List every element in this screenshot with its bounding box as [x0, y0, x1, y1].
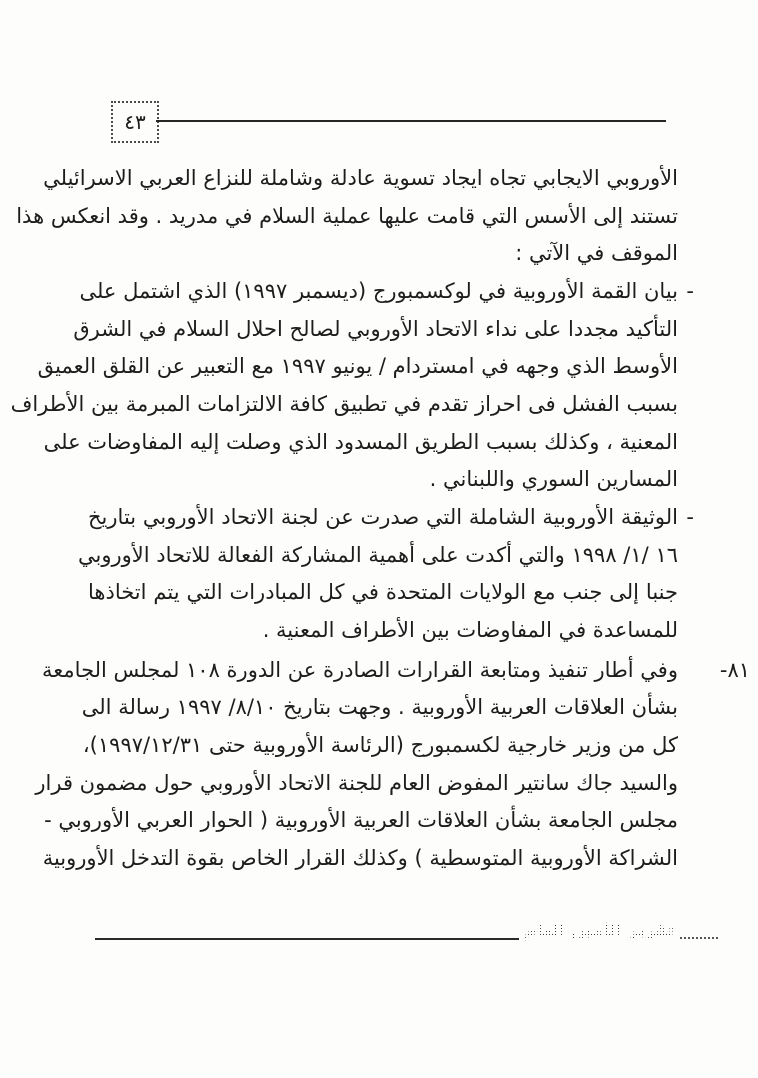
- footer-title: تقرير الأمين العام: [524, 921, 674, 941]
- text-line: كل من وزير خارجية لكسمبورج (الرئاسة الأوروبية حتى ١٩٩٧/١٢/٣١)،: [82, 732, 678, 757]
- text-line: - بيان القمة الأوروبية في لوكسمبورج (ديسمبر ١٩٩٧) الذي اشتمل على: [88, 273, 678, 311]
- page-number: ٤٣: [124, 110, 146, 134]
- bullet-dash: -: [686, 504, 694, 529]
- bullet-paragraph: [10, 273, 694, 499]
- text-line: والسيد جاك سانتير المفوض العام للجنة الاتحاد الأوروبي حول مضمون قرار: [35, 770, 678, 795]
- text-line: الأوروبي الايجابي تجاه ايجاد تسوية عادلة وشاملة للنزاع العربي الاسرائيلي: [43, 166, 678, 190]
- text-line: - الوثيقة الأوروبية الشاملة التي صدرت عن لجنة الاتحاد الأوروبي بتاريخ: [88, 499, 678, 537]
- page-number-box: [111, 101, 159, 143]
- header-rule: [156, 120, 666, 122]
- text-line: الشراكة الأوروبية المتوسطية ) وكذلك القرار الخاص بقوة التدخل الأوروبية: [42, 845, 678, 870]
- text-line: ٨١- وفي أطار تنفيذ ومتابعة القرارات الصادرة عن الدورة ١٠٨ لمجلس الجامعة: [88, 652, 678, 690]
- text-line: بشأن العلاقات العربية الأوروبية . وجهت بتاريخ ٨/١٠/ ١٩٩٧ رسالة الى: [81, 695, 678, 720]
- text-line: جنبا إلى جنب مع الولايات المتحدة في كل المبادرات التي يتم اتخاذها: [88, 580, 678, 605]
- text-line: ١٦ /١/ ١٩٩٨ والتي أكدت على أهمية المشاركة الفعالة للاتحاد الأوروبي: [78, 542, 678, 567]
- paragraph-number: ٨١-: [719, 657, 750, 682]
- bullet-paragraph: [78, 499, 694, 650]
- text-line: التأكيد مجددا على نداء الاتحاد الأوروبي لصالح احلال السلام في الشرق: [73, 316, 678, 341]
- text-line: المسارين السوري واللبناني .: [429, 467, 678, 492]
- text-line: بسبب الفشل فى احراز تقدم في تطبيق كافة الالتزامات المبرمة بين الأطراف: [10, 391, 678, 416]
- bullet-dash: -: [686, 278, 694, 303]
- text-line: المعنية ، وكذلك بسبب الطريق المسدود الذي وصلت إليه المفاوضات على: [43, 429, 678, 454]
- text-line: للمساعدة في المفاوضات بين الأطراف المعنية .: [262, 617, 678, 642]
- text-line: مجلس الجامعة بشأن العلاقات العربية الأوروبية ( الحوار العربي الأوروبي -: [44, 808, 678, 833]
- text-line: الأوسط الذي وجهه في امستردام / يونيو ١٩٩٧ مع التعبير عن القلق العميق: [37, 354, 678, 379]
- paragraph: [16, 160, 678, 273]
- footer-rule: [95, 920, 519, 940]
- footer-dotted-leader: [680, 920, 718, 939]
- numbered-paragraph: [35, 652, 750, 878]
- footer: [95, 920, 718, 941]
- document-body: [10, 160, 750, 877]
- text-line: الموقف في الآتي :: [515, 241, 678, 266]
- text-line: تستند إلى الأسس التي قامت عليها عملية السلام في مدريد . وقد انعكس هذا: [16, 203, 678, 228]
